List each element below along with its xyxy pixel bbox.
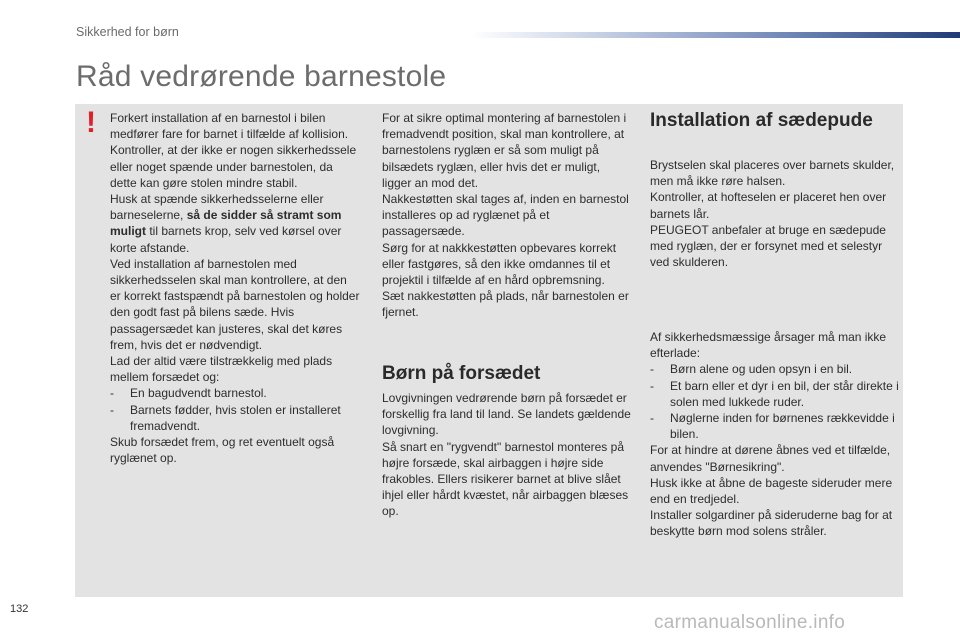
- mounting-paragraph: For at sikre optimal montering af barnestolen i fremadvendt position, skal man kontrollere, at barnestolens ryglæn er så som muligt på bilsædets ryglæn, eller hvis det er muligt, ligger an mod det.: [382, 111, 627, 190]
- front-seat-paragraph: Lovgivningen vedrørende børn på forsædet er forskellig fra land til land. Se landets gældende lovgivning.: [382, 391, 631, 438]
- list-item: [110, 385, 360, 401]
- list-item: [110, 402, 360, 434]
- booster-text: [650, 157, 900, 270]
- list-item-text: Børn alene og uden opsyn i en bil.: [670, 362, 853, 377]
- list-marker: -: [650, 411, 654, 426]
- list-item-text: Barnets fødder, hvis stolen er installeret fremadvendt.: [130, 402, 341, 433]
- warning-paragraph: Kontroller, at der ikke er nogen sikkerhedssele eller noget spænde under barnestolen, da dette kan gøre stolen mindre stabil.: [110, 143, 357, 190]
- list-marker: -: [110, 402, 114, 417]
- booster-paragraph: Brystselen skal placeres over barnets skulder, men må ikke røre halsen.: [650, 158, 895, 189]
- list-item: [650, 378, 902, 410]
- warning-paragraph: Forkert installation af en barnestol i bilen medfører fare for barnet i tilfælde af kollision.: [110, 111, 349, 142]
- warning-text: [110, 110, 360, 466]
- watermark: carmanualsonline.info: [654, 612, 846, 633]
- booster-title: Installation af sædepude: [650, 110, 873, 131]
- list-item-text: En bagudvendt barnestol.: [130, 386, 267, 401]
- front-seat-title: Børn på forsædet: [382, 363, 541, 384]
- safety-paragraph: Af sikkerhedsmæssige årsager må man ikke efterlade:: [650, 330, 887, 361]
- warning-paragraph: Skub forsædet frem, og ret eventuelt også ryglænet op.: [110, 435, 335, 466]
- mounting-paragraph: Nakkestøtten skal tages af, inden en barnestol installeres op ad ryglænet på et passagersæde.: [382, 192, 629, 239]
- section-header: Sikkerhed for børn: [76, 25, 179, 39]
- warning-paragraph: Lad der altid være tilstrækkelig med plads mellem forsædet og:: [110, 354, 333, 385]
- warning-icon: !: [86, 106, 96, 139]
- list-marker: -: [110, 386, 114, 401]
- warning-paragraph: [110, 191, 360, 256]
- header-gradient-bar: [470, 32, 960, 38]
- mounting-paragraph: Sæt nakkestøtten på plads, når barnestolen er fjernet.: [382, 289, 629, 320]
- front-seat-text: [382, 390, 632, 520]
- list-item-text: Et barn eller et dyr i en bil, der står direkte i solen med lukkede ruder.: [670, 378, 899, 409]
- safety-paragraph: For at hindre at dørene åbnes ved et tilfælde, anvendes "Børnesikring".: [650, 443, 891, 474]
- text-span: til barnets krop, selv ved kørsel over korte afstande.: [110, 224, 342, 255]
- list-item-text: Nøglerne inden for børnenes rækkevidde i bilen.: [670, 411, 895, 442]
- safety-paragraph: Husk ikke at åbne de bageste sideruder mere end en tredjedel.: [650, 475, 893, 507]
- mounting-paragraph: Sørg for at nakkkestøtten opbevares korrekt eller fastgøres, så den ikke omdannes til et projektil i tilfælde af en hård opbremsning.: [382, 240, 617, 288]
- bold-emphasis: så de sidder så stramt som muligt: [110, 208, 342, 239]
- warning-paragraph: Ved installation af barnestolen med sikkerhedsselen skal man kontrollere, at den er korrekt fastspændt på barnestolen og holder den godt fast på bilens sæde. Hvis passagersædet kan justeres, skal det køres frem, hvis det er nødvendigt.: [110, 256, 360, 352]
- list-marker: -: [650, 378, 654, 393]
- list-item: [650, 410, 902, 442]
- page-number: 132: [10, 603, 29, 615]
- booster-paragraph: Kontroller, at hofteselen er placeret hen over barnets lår.: [650, 190, 887, 221]
- front-seat-paragraph: Så snart en "rygvendt" barnestol monteres på højre forsæde, skal airbaggen i højre side frakobles. Ellers risikerer barnet at blive slået ihjel eller hårdt kvæstet, når airbaggen blæses op.: [382, 439, 629, 519]
- mounting-text: [382, 110, 632, 321]
- list-item: [650, 361, 902, 377]
- safety-paragraph: Installer solgardiner på sideruderne bag for at beskytte børn mod solens stråler.: [650, 508, 893, 539]
- list-marker: -: [650, 362, 654, 377]
- safety-text: [650, 329, 902, 540]
- booster-paragraph: PEUGEOT anbefaler at bruge en sædepude med ryglæn, der er forsynet med et selestyr ved skulderen.: [650, 222, 886, 270]
- text-span: Husk at spænde sikkerhedsselerne eller barneselerne,: [110, 192, 324, 223]
- page-title: Råd vedrørende barnestole: [76, 60, 447, 93]
